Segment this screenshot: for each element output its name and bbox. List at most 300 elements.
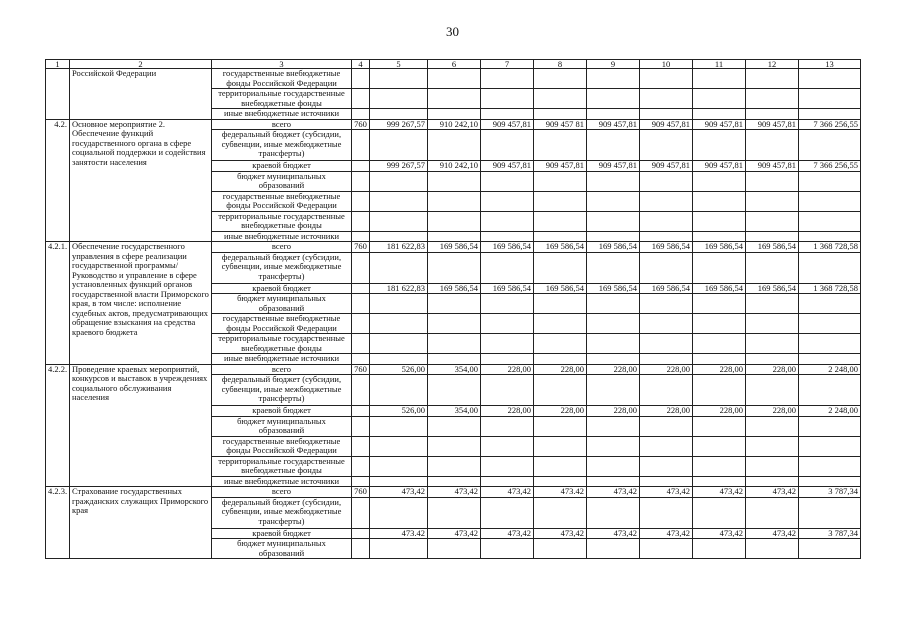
value-cell: [428, 252, 481, 283]
value-cell: [587, 231, 640, 242]
value-cell: [587, 334, 640, 354]
row-title-cell: Основное мероприятие 2. Обеспечение функций государственного органа в сфере социальной поддержки и содействия занятости населения: [70, 119, 212, 242]
header-row: [46, 60, 861, 69]
value-cell: [587, 354, 640, 365]
value-cell: [640, 231, 693, 242]
header-cell: 8: [534, 60, 587, 69]
value-cell: 999 267,57: [370, 119, 428, 130]
value-cell: 909 457,81: [746, 119, 799, 130]
source-cell: территориальные государственные внебюджетные фонды: [212, 211, 352, 231]
source-cell: бюджет муниципальных образований: [212, 171, 352, 191]
value-cell: [587, 211, 640, 231]
value-cell: [746, 314, 799, 334]
value-cell: [693, 231, 746, 242]
value-cell: [534, 539, 587, 559]
value-cell: 909 457,81: [693, 119, 746, 130]
value-cell: [481, 89, 534, 109]
value-cell: [640, 171, 693, 191]
row-title-cell: Страхование государственных гражданских служащих Приморского края: [70, 487, 212, 559]
value-cell: [693, 89, 746, 109]
source-cell: иные внебюджетные источники: [212, 476, 352, 487]
source-cell: федеральный бюджет (субсидии, субвенции, иные межбюджетные трансферты): [212, 375, 352, 406]
value-cell: [746, 334, 799, 354]
value-cell: [370, 354, 428, 365]
value-cell: [693, 211, 746, 231]
source-cell: краевой бюджет: [212, 528, 352, 539]
value-cell: [428, 211, 481, 231]
value-cell: [534, 89, 587, 109]
source-cell: федеральный бюджет (субсидии, субвенции, иные межбюджетные трансферты): [212, 130, 352, 161]
row-code-cell: [46, 69, 70, 120]
value-cell: [587, 497, 640, 528]
value-cell: [481, 539, 534, 559]
value-cell: [428, 456, 481, 476]
table-row: [46, 119, 861, 130]
source-cell: государственные внебюджетные фонды Российской Федерации: [212, 191, 352, 211]
value-cell: 228,00: [481, 364, 534, 375]
value-cell: [481, 69, 534, 89]
header-cell: 1: [46, 60, 70, 69]
value-cell: [428, 539, 481, 559]
column-4-cell: [352, 476, 370, 487]
value-cell: [428, 416, 481, 436]
value-cell: 473,42: [693, 528, 746, 539]
value-cell: [587, 476, 640, 487]
value-cell: [640, 89, 693, 109]
value-cell: [352, 89, 370, 109]
value-cell: [693, 252, 746, 283]
value-cell: [640, 69, 693, 89]
header-cell: 4: [352, 60, 370, 69]
source-cell: всего: [212, 119, 352, 130]
value-cell: [481, 497, 534, 528]
column-4-cell: 760: [352, 364, 370, 375]
value-cell: [693, 191, 746, 211]
value-cell: [481, 130, 534, 161]
column-4-cell: 760: [352, 487, 370, 498]
value-cell: [534, 314, 587, 334]
value-cell: [746, 171, 799, 191]
value-cell: [746, 354, 799, 365]
value-cell: [428, 334, 481, 354]
value-cell: [693, 109, 746, 120]
value-cell: [746, 375, 799, 406]
value-cell: [799, 191, 861, 211]
value-cell: 473,42: [587, 487, 640, 498]
source-cell: федеральный бюджет (субсидии, субвенции, иные межбюджетные трансферты): [212, 252, 352, 283]
value-cell: [428, 497, 481, 528]
header-cell: 12: [746, 60, 799, 69]
row-code-cell: 4.2.2.: [46, 364, 70, 487]
value-cell: 910 242,10: [428, 161, 481, 172]
column-4-cell: [352, 191, 370, 211]
value-cell: 169 586,54: [587, 283, 640, 294]
source-cell: бюджет муниципальных образований: [212, 416, 352, 436]
value-cell: [799, 171, 861, 191]
value-cell: 228,00: [693, 364, 746, 375]
value-cell: 473,42: [534, 528, 587, 539]
value-cell: [481, 456, 534, 476]
value-cell: [534, 436, 587, 456]
value-cell: [640, 497, 693, 528]
column-4-cell: [352, 334, 370, 354]
value-cell: [693, 354, 746, 365]
header-cell: 7: [481, 60, 534, 69]
value-cell: 526,00: [370, 406, 428, 417]
value-cell: [587, 314, 640, 334]
source-cell: территориальные государственные внебюджетные фонды: [212, 89, 352, 109]
value-cell: [428, 89, 481, 109]
value-cell: [370, 436, 428, 456]
value-cell: [693, 69, 746, 89]
value-cell: 909 457,81: [587, 119, 640, 130]
value-cell: [799, 89, 861, 109]
page-number: 30: [446, 24, 459, 39]
value-cell: [370, 231, 428, 242]
value-cell: [746, 436, 799, 456]
value-cell: [428, 476, 481, 487]
value-cell: [640, 334, 693, 354]
value-cell: [587, 171, 640, 191]
value-cell: 473,42: [746, 487, 799, 498]
value-cell: [640, 436, 693, 456]
value-cell: [428, 354, 481, 365]
value-cell: [534, 294, 587, 314]
value-cell: [587, 294, 640, 314]
value-cell: [534, 171, 587, 191]
value-cell: [587, 89, 640, 109]
value-cell: [481, 231, 534, 242]
value-cell: 169 586,54: [534, 242, 587, 253]
value-cell: 228,00: [481, 406, 534, 417]
header-cell: 10: [640, 60, 693, 69]
value-cell: [587, 456, 640, 476]
value-cell: [693, 314, 746, 334]
value-cell: [746, 89, 799, 109]
value-cell: 909 457,81: [534, 161, 587, 172]
value-cell: [746, 456, 799, 476]
value-cell: 3 787,34: [799, 487, 861, 498]
source-cell: бюджет муниципальных образований: [212, 294, 352, 314]
value-cell: [428, 375, 481, 406]
value-cell: [534, 334, 587, 354]
value-cell: [370, 109, 428, 120]
value-cell: [640, 416, 693, 436]
value-cell: [481, 436, 534, 456]
value-cell: [370, 211, 428, 231]
value-cell: 473,42: [481, 487, 534, 498]
value-cell: 181 622,83: [370, 283, 428, 294]
row-code-cell: 4.2.: [46, 119, 70, 242]
value-cell: [746, 539, 799, 559]
value-cell: [428, 436, 481, 456]
value-cell: 1 368 728,58: [799, 242, 861, 253]
column-4-cell: [352, 456, 370, 476]
value-cell: [587, 416, 640, 436]
value-cell: 354,00: [428, 406, 481, 417]
value-cell: [428, 314, 481, 334]
value-cell: [693, 171, 746, 191]
value-cell: [481, 109, 534, 120]
value-cell: [534, 375, 587, 406]
value-cell: [799, 109, 861, 120]
value-cell: [799, 436, 861, 456]
value-cell: [693, 416, 746, 436]
value-cell: 228,00: [746, 406, 799, 417]
source-cell: иные внебюджетные источники: [212, 354, 352, 365]
source-cell: иные внебюджетные источники: [212, 109, 352, 120]
table-row: [46, 487, 861, 498]
value-cell: 228,00: [640, 364, 693, 375]
value-cell: [481, 334, 534, 354]
value-cell: 169 586,54: [746, 283, 799, 294]
value-cell: 2 248,00: [799, 364, 861, 375]
value-cell: [640, 109, 693, 120]
source-cell: территориальные государственные внебюджетные фонды: [212, 456, 352, 476]
column-4-cell: [352, 130, 370, 161]
value-cell: 473,42: [370, 487, 428, 498]
source-cell: краевой бюджет: [212, 406, 352, 417]
column-4-cell: [352, 528, 370, 539]
value-cell: [370, 416, 428, 436]
value-cell: 169 586,54: [693, 242, 746, 253]
value-cell: [799, 375, 861, 406]
value-cell: [534, 191, 587, 211]
value-cell: 909 457,81: [640, 119, 693, 130]
column-4-cell: [352, 436, 370, 456]
value-cell: [587, 375, 640, 406]
value-cell: [746, 109, 799, 120]
source-cell: краевой бюджет: [212, 283, 352, 294]
source-cell: краевой бюджет: [212, 161, 352, 172]
value-cell: [799, 416, 861, 436]
value-cell: 181 622,83: [370, 242, 428, 253]
value-cell: [640, 476, 693, 487]
value-cell: 169 586,54: [640, 283, 693, 294]
column-4-cell: [352, 231, 370, 242]
value-cell: [587, 191, 640, 211]
column-4-cell: [352, 171, 370, 191]
value-cell: [746, 69, 799, 89]
source-cell: государственные внебюджетные фонды Российской Федерации: [212, 69, 352, 89]
source-cell: всего: [212, 242, 352, 253]
table-row: [46, 242, 861, 253]
value-cell: [370, 171, 428, 191]
value-cell: [799, 456, 861, 476]
value-cell: [693, 294, 746, 314]
row-title-cell: Проведение краевых мероприятий, конкурсов и выставок в учреждениях социального обслуживания населения: [70, 364, 212, 487]
value-cell: [370, 476, 428, 487]
value-cell: 909 457,81: [693, 161, 746, 172]
value-cell: [370, 252, 428, 283]
row-code-cell: 4.2.3.: [46, 487, 70, 559]
value-cell: [799, 231, 861, 242]
value-cell: [746, 497, 799, 528]
value-cell: [640, 539, 693, 559]
value-cell: 169 586,54: [746, 242, 799, 253]
value-cell: [799, 130, 861, 161]
value-cell: [534, 416, 587, 436]
value-cell: 169 586,54: [481, 242, 534, 253]
value-cell: [534, 130, 587, 161]
column-4-cell: [352, 539, 370, 559]
value-cell: [481, 191, 534, 211]
value-cell: [799, 539, 861, 559]
value-cell: 169 586,54: [481, 283, 534, 294]
column-4-cell: [352, 283, 370, 294]
header-cell: 9: [587, 60, 640, 69]
value-cell: [640, 314, 693, 334]
column-4-cell: [352, 375, 370, 406]
value-cell: [534, 231, 587, 242]
value-cell: [534, 211, 587, 231]
value-cell: [587, 130, 640, 161]
value-cell: 473,42: [746, 528, 799, 539]
value-cell: [693, 456, 746, 476]
value-cell: [587, 436, 640, 456]
row-title-cell: Российской Федерации: [70, 69, 212, 120]
value-cell: 228,00: [640, 406, 693, 417]
value-cell: [481, 211, 534, 231]
value-cell: 7 366 256,55: [799, 119, 861, 130]
source-cell: бюджет муниципальных образований: [212, 539, 352, 559]
value-cell: [799, 354, 861, 365]
value-cell: 2 248,00: [799, 406, 861, 417]
value-cell: [428, 294, 481, 314]
header-cell: 3: [212, 60, 352, 69]
value-cell: [640, 456, 693, 476]
value-cell: 473.42: [534, 487, 587, 498]
header-cell: 2: [70, 60, 212, 69]
value-cell: [481, 294, 534, 314]
source-cell: территориальные государственные внебюджетные фонды: [212, 334, 352, 354]
value-cell: [746, 476, 799, 487]
value-cell: [693, 497, 746, 528]
header-cell: 5: [370, 60, 428, 69]
value-cell: [640, 375, 693, 406]
budget-table: [45, 59, 861, 559]
value-cell: 169 586,54: [693, 283, 746, 294]
value-cell: 7 366 256,55: [799, 161, 861, 172]
header-cell: 6: [428, 60, 481, 69]
value-cell: [587, 539, 640, 559]
value-cell: [746, 191, 799, 211]
value-cell: [693, 334, 746, 354]
column-4-cell: [352, 406, 370, 417]
value-cell: [799, 497, 861, 528]
value-cell: 228,00: [587, 364, 640, 375]
value-cell: [481, 354, 534, 365]
value-cell: [746, 252, 799, 283]
value-cell: [693, 476, 746, 487]
value-cell: 473,42: [693, 487, 746, 498]
value-cell: [534, 497, 587, 528]
value-cell: [534, 476, 587, 487]
value-cell: [481, 252, 534, 283]
value-cell: 228,00: [746, 364, 799, 375]
value-cell: [481, 375, 534, 406]
source-cell: иные внебюджетные источники: [212, 231, 352, 242]
value-cell: [428, 69, 481, 89]
value-cell: [370, 375, 428, 406]
table-body: [46, 60, 861, 559]
value-cell: 228,00: [587, 406, 640, 417]
column-4-cell: 760: [352, 119, 370, 130]
value-cell: [370, 334, 428, 354]
value-cell: 228,00: [693, 406, 746, 417]
value-cell: 473,42: [428, 487, 481, 498]
value-cell: [693, 436, 746, 456]
source-cell: государственные внебюджетные фонды Российской Федерации: [212, 436, 352, 456]
value-cell: [746, 231, 799, 242]
value-cell: [534, 354, 587, 365]
source-cell: федеральный бюджет (субсидии, субвенции, иные межбюджетные трансферты): [212, 497, 352, 528]
column-4-cell: [352, 294, 370, 314]
value-cell: [481, 314, 534, 334]
value-cell: [693, 130, 746, 161]
value-cell: 354,00: [428, 364, 481, 375]
column-4-cell: [352, 211, 370, 231]
value-cell: [534, 109, 587, 120]
value-cell: 526,00: [370, 364, 428, 375]
value-cell: [799, 294, 861, 314]
value-cell: [370, 69, 428, 89]
source-cell: всего: [212, 487, 352, 498]
value-cell: [428, 191, 481, 211]
value-cell: 169 586,54: [534, 283, 587, 294]
value-cell: [428, 130, 481, 161]
value-cell: 169 586,54: [428, 242, 481, 253]
value-cell: 909 457 81: [534, 119, 587, 130]
value-cell: [640, 294, 693, 314]
value-cell: [428, 109, 481, 120]
column-4-cell: [352, 497, 370, 528]
value-cell: 169 586,54: [640, 242, 693, 253]
value-cell: 910 242,10: [428, 119, 481, 130]
column-4-cell: 760: [352, 242, 370, 253]
value-cell: [640, 211, 693, 231]
value-cell: 909 457,81: [640, 161, 693, 172]
value-cell: [534, 252, 587, 283]
value-cell: 473,42: [640, 528, 693, 539]
value-cell: 169 586,54: [428, 283, 481, 294]
table-row: [46, 69, 861, 89]
column-4-cell: [352, 416, 370, 436]
value-cell: [428, 171, 481, 191]
value-cell: [640, 130, 693, 161]
value-cell: 909 457,81: [481, 161, 534, 172]
value-cell: [746, 211, 799, 231]
value-cell: [746, 416, 799, 436]
row-title-cell: Обеспечение государственного управления в сфере реализации государственной программы/ Руководство и управление в сфере установленных функций органов государственной власти Приморского края, в том числе: исполнение судебных актов, предусматривающих обращение взыскания на средства краевого бюджета: [70, 242, 212, 365]
value-cell: [587, 252, 640, 283]
value-cell: [534, 456, 587, 476]
value-cell: [799, 211, 861, 231]
value-cell: [640, 191, 693, 211]
value-cell: [746, 130, 799, 161]
value-cell: 169 586,54: [587, 242, 640, 253]
value-cell: [428, 231, 481, 242]
value-cell: 909 457,81: [746, 161, 799, 172]
value-cell: [587, 69, 640, 89]
value-cell: 473,42: [640, 487, 693, 498]
value-cell: [799, 334, 861, 354]
value-cell: [352, 109, 370, 120]
value-cell: [799, 69, 861, 89]
value-cell: 1 368 728,58: [799, 283, 861, 294]
source-cell: всего: [212, 364, 352, 375]
value-cell: [799, 314, 861, 334]
